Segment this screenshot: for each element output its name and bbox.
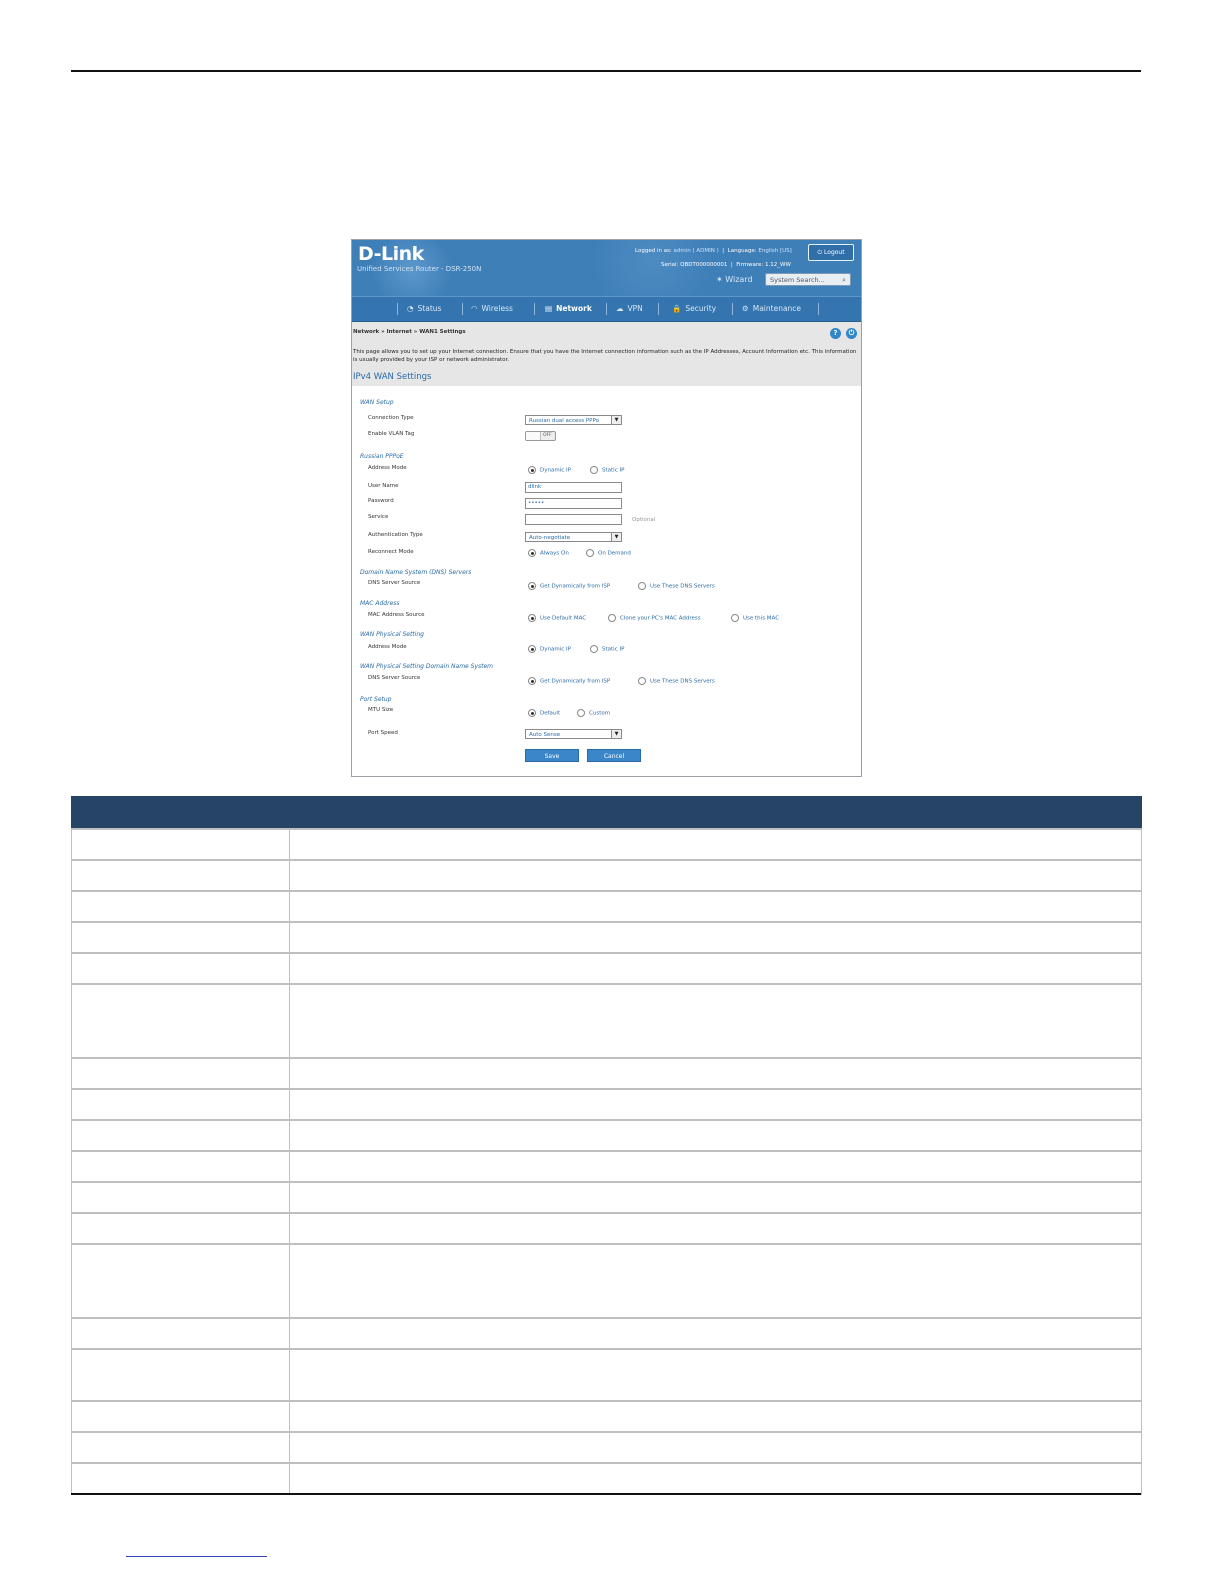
section-wan-physical-dns: WAN Physical Setting Domain Name System: [360, 663, 494, 670]
table-row: [72, 1182, 1142, 1213]
cloud-icon: ☁: [616, 304, 624, 313]
radio-physical-dns-dynamic-label: Get Dynamically from ISP: [540, 678, 611, 685]
nav-separator: [534, 303, 535, 315]
table-cell: [290, 1318, 1142, 1349]
breadcrumb[interactable]: Network » Internet » WAN1 Settings: [353, 329, 466, 335]
table-cell: [290, 1244, 1142, 1318]
radio-dns-dynamic[interactable]: [528, 582, 610, 590]
table-cell: [72, 1151, 290, 1182]
table-cell: [72, 953, 290, 984]
radio-physical-static-label: Static IP: [602, 646, 625, 653]
section-wan-physical: WAN Physical Setting: [360, 631, 424, 638]
section-russian-pppoe: Russian PPPoE: [360, 453, 404, 460]
radio-static-ip-label: Static IP: [602, 467, 625, 474]
gears-icon: ⚙: [742, 304, 749, 313]
radio-selected: [528, 709, 536, 717]
table-row: [72, 922, 1142, 953]
table-cell: [290, 1349, 1142, 1401]
radio-physical-dynamic-label: Dynamic IP: [540, 646, 571, 653]
auth-type-value: Auto-negotiate: [529, 535, 571, 541]
radio-this-mac[interactable]: [731, 614, 779, 622]
radio-selected: [528, 582, 536, 590]
page-title: IPv4 WAN Settings: [353, 372, 432, 382]
auth-type-select[interactable]: [525, 532, 622, 542]
radio-unselected: [590, 466, 598, 474]
logged-in-user[interactable]: admin ( ADMIN ): [673, 248, 719, 254]
radio-unselected: [590, 645, 598, 653]
radio-unselected: [608, 614, 616, 622]
service-label: Service: [368, 514, 389, 520]
nav-separator: [818, 303, 819, 315]
cancel-button[interactable]: Cancel: [587, 749, 641, 762]
radio-on-demand[interactable]: [586, 549, 631, 557]
search-placeholder: System Search...: [770, 276, 825, 284]
logout-small-icon[interactable]: ⏻: [846, 328, 857, 339]
table-cell: [72, 1089, 290, 1120]
nav-maintenance-label: Maintenance: [752, 304, 802, 313]
radio-dynamic-ip-label: Dynamic IP: [540, 467, 571, 474]
radio-mtu-custom[interactable]: [577, 709, 610, 717]
table-row: [72, 1244, 1142, 1318]
radio-selected: [528, 549, 536, 557]
reconnect-mode-label: Reconnect Mode: [368, 549, 414, 555]
gauge-icon: ◔: [407, 304, 414, 313]
table-row: [72, 1213, 1142, 1244]
search-icon[interactable]: ⌕: [842, 276, 846, 284]
table-row: [72, 860, 1142, 891]
bottom-rule: [71, 1493, 1141, 1495]
main-nav: [352, 296, 861, 323]
firmware-label: Firmware:: [736, 262, 764, 268]
table-cell: [290, 922, 1142, 953]
table-cell: [290, 860, 1142, 891]
table-cell: [72, 829, 290, 860]
table-cell: [290, 891, 1142, 922]
table-cell: [290, 1089, 1142, 1120]
table-row: [72, 1401, 1142, 1432]
table-cell: [72, 984, 290, 1058]
section-dns: Domain Name System (DNS) Servers: [360, 569, 472, 576]
top-rule: [71, 70, 1141, 72]
service-input[interactable]: [525, 514, 622, 525]
radio-always-on-label: Always On: [540, 550, 569, 557]
dns-source-label: DNS Server Source: [368, 580, 421, 586]
table-header-row: [72, 797, 1142, 830]
table-cell: [72, 1401, 290, 1432]
port-speed-select[interactable]: [525, 729, 622, 739]
wifi-icon: ◠: [471, 304, 478, 313]
nav-separator: [732, 303, 733, 315]
field-description-table: [71, 796, 1142, 1495]
connection-type-select[interactable]: [525, 415, 622, 425]
radio-dns-dynamic-label: Get Dynamically from ISP: [540, 583, 611, 590]
wand-icon: ✶: [716, 275, 726, 284]
table-cell: [290, 1401, 1142, 1432]
table-row: [72, 953, 1142, 984]
table-cell: [72, 1349, 290, 1401]
radio-selected: [528, 677, 536, 685]
table-row: [72, 984, 1142, 1058]
nav-separator: [606, 303, 607, 315]
radio-clone-mac-label: Clone your PC's MAC Address: [620, 615, 701, 622]
radio-unselected: [586, 549, 594, 557]
table-cell: [72, 1318, 290, 1349]
section-wan-setup: WAN Setup: [360, 399, 394, 406]
nav-separator: [658, 303, 659, 315]
radio-dns-static[interactable]: [638, 582, 715, 590]
nav-maintenance[interactable]: [742, 297, 801, 321]
table-cell: [290, 1182, 1142, 1213]
radio-physical-dynamic[interactable]: [528, 645, 571, 653]
table-cell: [290, 1120, 1142, 1151]
nav-vpn[interactable]: [616, 297, 643, 321]
serial-info: Serial: QBDT000000001 | Firmware: 1.12_WW: [661, 262, 791, 268]
header: [352, 240, 861, 296]
radio-static-ip[interactable]: [590, 466, 624, 474]
radio-dns-static-label: Use These DNS Servers: [650, 583, 715, 590]
table-row: [72, 891, 1142, 922]
toggle-knob: [526, 432, 541, 440]
logout-button[interactable]: [808, 244, 854, 261]
nav-wireless[interactable]: [471, 297, 513, 321]
table-row: [72, 1318, 1142, 1349]
dlink-logo: D-Link: [358, 243, 424, 265]
radio-this-mac-label: Use this MAC: [743, 615, 780, 622]
vlan-toggle[interactable]: [525, 431, 556, 441]
table-cell: [72, 1058, 290, 1089]
help-icon[interactable]: ?: [830, 328, 841, 339]
table-row: [72, 1349, 1142, 1401]
radio-unselected: [731, 614, 739, 622]
lock-icon: 🔒: [672, 304, 682, 313]
radio-on-demand-label: On Demand: [598, 550, 631, 557]
connection-type-value: Russian dual access PPPo: [529, 418, 599, 424]
radio-selected: [528, 645, 536, 653]
nav-security[interactable]: [672, 297, 716, 321]
radio-clone-mac[interactable]: [608, 614, 701, 622]
login-info: Logged in as: admin ( ADMIN ) | Language: English [US]: [635, 248, 792, 254]
password-label: Password: [368, 498, 394, 504]
network-icon: ▤: [545, 304, 553, 313]
table-cell: [72, 1432, 290, 1463]
chevron-down-icon: ▼: [611, 416, 621, 424]
footer-link-underline[interactable]: [126, 1556, 267, 1557]
radio-unselected: [638, 582, 646, 590]
password-input[interactable]: •••••: [525, 498, 622, 509]
table-cell: [72, 860, 290, 891]
radio-mtu-default[interactable]: [528, 709, 560, 717]
table-cell: [290, 1151, 1142, 1182]
language-value[interactable]: English [US]: [758, 248, 792, 254]
nav-network[interactable]: [545, 297, 592, 321]
nav-status[interactable]: [407, 297, 441, 321]
table-cell: [290, 953, 1142, 984]
table-cell: [72, 1213, 290, 1244]
radio-mtu-custom-label: Custom: [589, 710, 611, 717]
address-mode-label: Address Mode: [368, 465, 407, 471]
port-speed-label: Port Speed: [368, 730, 398, 736]
table-row: [72, 1151, 1142, 1182]
radio-physical-dns-static-label: Use These DNS Servers: [650, 678, 715, 685]
table-cell: [290, 1058, 1142, 1089]
logout-label: Logout: [824, 249, 845, 256]
table-cell: [72, 1182, 290, 1213]
radio-default-mac[interactable]: [528, 614, 586, 622]
toggle-label: OFF: [543, 433, 552, 438]
table-row: [72, 1058, 1142, 1089]
nav-wireless-label: Wireless: [481, 304, 513, 313]
router-screenshot: [351, 239, 862, 777]
radio-selected: [528, 466, 536, 474]
table-header-cell: [290, 797, 1142, 830]
table-row: [72, 1432, 1142, 1463]
mac-source-label: MAC Address Source: [368, 612, 425, 618]
radio-physical-dns-dynamic[interactable]: [528, 677, 610, 685]
logged-in-label: Logged in as:: [635, 248, 672, 254]
table-cell: [72, 1244, 290, 1318]
nav-security-label: Security: [685, 304, 717, 313]
radio-dynamic-ip[interactable]: [528, 466, 571, 474]
serial-label: Serial:: [661, 262, 679, 268]
nav-status-label: Status: [417, 304, 442, 313]
physical-dns-source-label: DNS Server Source: [368, 675, 421, 681]
table-cell: [72, 891, 290, 922]
auth-type-label: Authentication Type: [368, 532, 423, 538]
section-mac: MAC Address: [360, 600, 400, 607]
radio-mtu-default-label: Default: [540, 710, 561, 717]
chevron-down-icon: ▼: [611, 730, 621, 738]
wizard-link[interactable]: [716, 275, 753, 284]
physical-address-mode-label: Address Mode: [368, 644, 407, 650]
table-cell: [72, 1463, 290, 1494]
section-port-setup: Port Setup: [360, 696, 392, 703]
language-label: Language:: [727, 248, 757, 254]
firmware-value: 1.12_WW: [765, 262, 791, 268]
product-name: Unified Services Router - DSR-250N: [357, 265, 482, 273]
radio-physical-dns-static[interactable]: [638, 677, 715, 685]
enable-vlan-label: Enable VLAN Tag: [368, 431, 415, 437]
nav-separator: [397, 303, 398, 315]
table-cell: [290, 1463, 1142, 1494]
nav-separator: [462, 303, 463, 315]
table-cell: [290, 829, 1142, 860]
mtu-size-label: MTU Size: [368, 707, 394, 713]
power-icon: ⏻: [817, 249, 825, 256]
table-row: [72, 1120, 1142, 1151]
table-cell: [72, 922, 290, 953]
table-cell: [290, 984, 1142, 1058]
user-name-label: User Name: [368, 483, 399, 489]
radio-default-mac-label: Use Default MAC: [540, 615, 587, 622]
radio-selected: [528, 614, 536, 622]
serial-value: QBDT000000001: [680, 262, 728, 268]
nav-vpn-label: VPN: [627, 304, 643, 313]
nav-network-label: Network: [556, 304, 592, 313]
chevron-down-icon: ▼: [611, 533, 621, 541]
wan-settings-form: [352, 386, 861, 776]
table-cell: [290, 1432, 1142, 1463]
table-cell: [72, 1120, 290, 1151]
radio-physical-static[interactable]: [590, 645, 624, 653]
system-search-input[interactable]: [765, 273, 851, 286]
table-row: [72, 1463, 1142, 1494]
table-cell: [290, 1213, 1142, 1244]
breadcrumb-bar: [352, 322, 861, 386]
radio-unselected: [577, 709, 585, 717]
radio-unselected: [638, 677, 646, 685]
table-header-cell: [72, 797, 290, 830]
page-description: This page allows you to set up your Internet connection. Ensure that you have the Internet connection information such as the IP Addresses, Account Information etc. This information is usually provided by your ISP or network administrator.: [353, 349, 857, 363]
wizard-label: Wizard: [725, 275, 753, 284]
table-row: [72, 829, 1142, 860]
radio-always-on[interactable]: [528, 549, 569, 557]
connection-type-label: Connection Type: [368, 415, 414, 421]
table-row: [72, 1089, 1142, 1120]
user-name-input[interactable]: dlink: [525, 482, 622, 493]
port-speed-value: Auto Sense: [529, 732, 561, 738]
service-optional-note: Optional: [632, 517, 656, 523]
save-button[interactable]: Save: [525, 749, 579, 762]
